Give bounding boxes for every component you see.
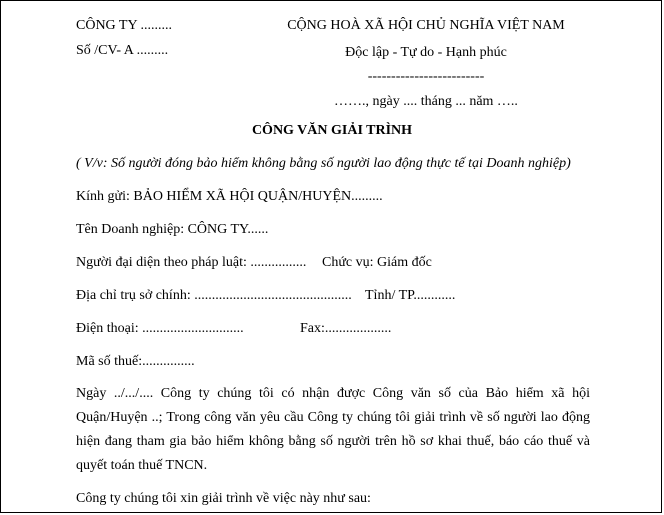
company-name-line: Tên Doanh nghiệp: CÔNG TY...... [76,222,269,237]
document-subject: ( V/v: Số người đóng bảo hiểm không bằng số người lao động thực tế tại Doanh nghiệp) [76,156,571,171]
recipient-line: Kính gửi: BẢO HIỂM XÃ HỘI QUẬN/HUYỆN......... [76,189,383,204]
tax-code-line: Mã số thuế:............... [76,354,195,369]
nation-title: CỘNG HOÀ XÃ HỘI CHỦ NGHĨA VIỆT NAM [287,18,565,33]
header-divider: ------------------------- [367,69,485,84]
legal-representative-line: Người đại diện theo pháp luật: ................ [76,255,307,270]
document-number: Số /CV- A ......... [76,43,169,58]
document-title: CÔNG VĂN GIẢI TRÌNH [251,123,413,138]
province-line: Tỉnh/ TP............ [365,288,456,303]
position-line: Chức vụ: Giám đốc [322,255,432,270]
company-name-header: CÔNG TY ......... [76,18,173,33]
date-line: ……., ngày .... tháng ... năm ….. [334,94,518,109]
explanation-intro: Công ty chúng tôi xin giải trình về việc này như sau: [76,491,371,506]
address-line: Địa chỉ trụ sở chính: ............................................. [76,288,352,303]
body-paragraph: Ngày ../.../.... Công ty chúng tôi có nhận được Công văn số của Bảo hiểm xã hội Quận/Huyện ..; Trong công văn yêu cầu Công ty chúng tôi giải trình về số người lao động hiện đang tham gia bảo hiểm không bằng số người trên hồ sơ khai thuế, báo cáo thuế và quyết toán thuế TNCN. [76,386,590,473]
phone-line: Điện thoại: ............................. [76,321,244,336]
national-motto: Độc lập - Tự do - Hạnh phúc [345,45,507,60]
fax-line: Fax:................... [300,321,392,336]
